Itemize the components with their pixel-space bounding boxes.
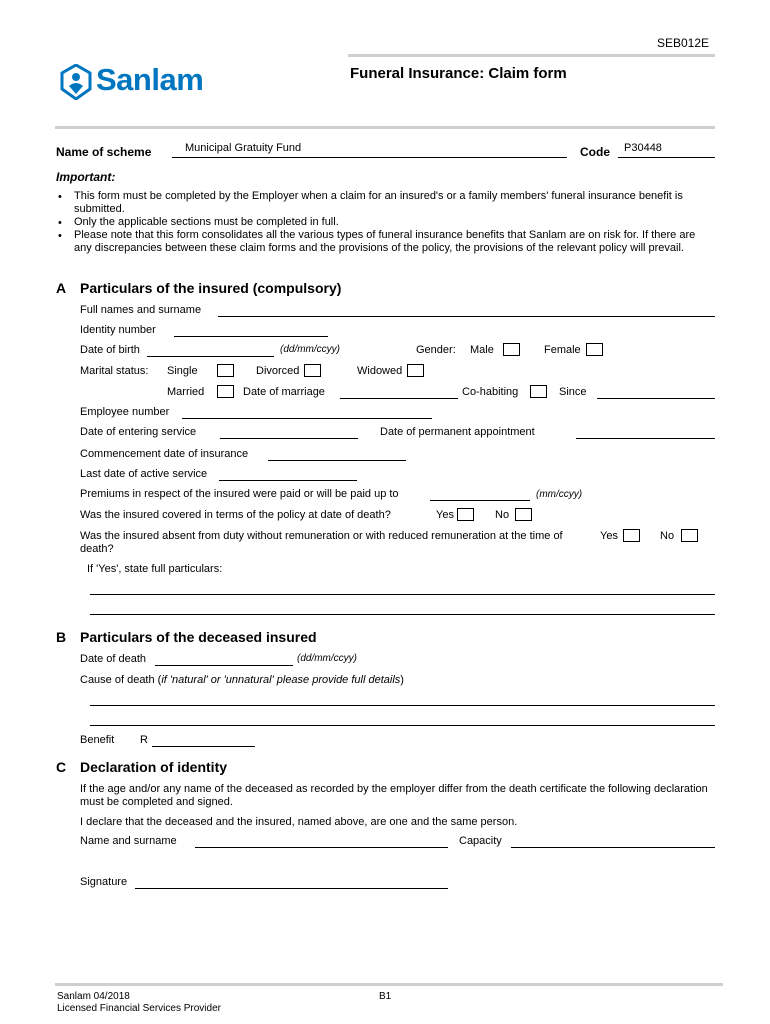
- divorced-label: Divorced: [256, 365, 300, 377]
- last-date-active-label: Last date of active service: [80, 468, 208, 480]
- scheme-line: [172, 157, 567, 158]
- gender-label: Gender:: [416, 344, 456, 356]
- male-checkbox[interactable]: [503, 343, 520, 356]
- capacity-label: Capacity: [459, 835, 502, 847]
- important-bullet-1: This form must be completed by the Employer when a claim for an insured's or a family members' funeral insurance benefit is submitted.: [74, 190, 683, 215]
- widowed-label: Widowed: [357, 365, 403, 377]
- declaration-statement: I declare that the deceased and the insured, named above, are one and the same person.: [80, 816, 518, 828]
- signature-field[interactable]: [135, 888, 448, 889]
- date-entering-service-field[interactable]: [220, 438, 358, 439]
- covered-yes-label: Yes: [436, 509, 454, 521]
- single-checkbox[interactable]: [217, 364, 234, 377]
- married-checkbox[interactable]: [217, 385, 234, 398]
- date-entering-service-label: Date of entering service: [80, 426, 197, 438]
- section-c-title: Declaration of identity: [80, 759, 228, 775]
- dob-field[interactable]: [147, 356, 274, 357]
- footer-line-1: Sanlam 04/2018: [57, 991, 130, 1002]
- female-label: Female: [544, 344, 581, 356]
- page-number: B1: [379, 991, 392, 1002]
- declaration-intro: If the age and/or any name of the deceased as recorded by the employer differ from the death certificate the following declaration must be completed and signed.: [80, 783, 708, 808]
- name-surname-label: Name and surname: [80, 835, 177, 847]
- form-title: Funeral Insurance: Claim form: [350, 65, 567, 82]
- particulars-line-2[interactable]: [90, 614, 715, 615]
- female-checkbox[interactable]: [586, 343, 603, 356]
- important-heading: Important:: [56, 170, 116, 184]
- footer-rule: [55, 983, 723, 986]
- section-a-letter: A: [56, 280, 67, 296]
- bullet-dot: •: [58, 191, 62, 203]
- benefit-field[interactable]: [152, 746, 255, 747]
- title-rule: [55, 126, 715, 129]
- covered-yes-checkbox[interactable]: [457, 508, 474, 521]
- identity-number-field[interactable]: [174, 336, 328, 337]
- section-b-title: Particulars of the deceased insured: [80, 629, 317, 645]
- employee-number-field[interactable]: [182, 418, 432, 419]
- identity-number-label: Identity number: [80, 324, 156, 336]
- absent-no-label: No: [660, 530, 675, 542]
- scheme-label: Name of scheme: [56, 145, 152, 159]
- benefit-currency: R: [140, 734, 148, 746]
- important-bullet-2: Only the applicable sections must be completed in full.: [74, 216, 339, 228]
- cause-of-death-label: Cause of death (if 'natural' or 'unnatural' please provide full details): [80, 674, 404, 686]
- section-b-letter: B: [56, 629, 67, 645]
- cohabiting-label: Co-habiting: [462, 386, 519, 398]
- covered-no-checkbox[interactable]: [515, 508, 532, 521]
- full-names-label: Full names and surname: [80, 304, 202, 316]
- if-yes-label: If 'Yes', state full particulars:: [87, 563, 223, 575]
- dod-hint: (dd/mm/ccyy): [297, 653, 357, 664]
- section-a-title: Particulars of the insured (compulsory): [80, 280, 342, 296]
- male-label: Male: [470, 344, 494, 356]
- code-value[interactable]: P30448: [624, 142, 662, 154]
- date-permanent-appointment-label: Date of permanent appointment: [380, 426, 535, 438]
- benefit-label: Benefit: [80, 734, 115, 746]
- dob-label: Date of birth: [80, 344, 140, 356]
- bullet-dot: •: [58, 230, 62, 242]
- date-of-marriage-label: Date of marriage: [243, 386, 325, 398]
- single-label: Single: [167, 365, 198, 377]
- commencement-date-label: Commencement date of insurance: [80, 448, 249, 460]
- cause-line-2[interactable]: [90, 725, 715, 726]
- full-names-field[interactable]: [218, 316, 715, 317]
- section-c-letter: C: [56, 759, 67, 775]
- employee-number-label: Employee number: [80, 406, 170, 418]
- logo-wordmark: Sanlam: [96, 62, 204, 97]
- bullet-dot: •: [58, 217, 62, 229]
- date-of-death-field[interactable]: [155, 665, 293, 666]
- last-date-active-field[interactable]: [219, 480, 357, 481]
- absent-yes-label: Yes: [600, 530, 618, 542]
- premiums-label: Premiums in respect of the insured were paid or will be paid up to: [80, 488, 399, 500]
- code-line: [618, 157, 715, 158]
- covered-no-label: No: [495, 509, 510, 521]
- dob-hint: (dd/mm/ccyy): [280, 344, 340, 355]
- date-of-marriage-field[interactable]: [340, 398, 458, 399]
- scheme-value[interactable]: Municipal Gratuity Fund: [185, 142, 302, 154]
- absent-yes-checkbox[interactable]: [623, 529, 640, 542]
- footer-line-2: Licensed Financial Services Provider: [57, 1003, 221, 1014]
- sanlam-logo: [60, 62, 240, 102]
- sanlam-shield-icon: [60, 64, 92, 100]
- signature-label: Signature: [80, 876, 128, 888]
- premiums-hint: (mm/ccyy): [536, 489, 583, 500]
- important-bullet-3: Please note that this form consolidates all the various types of funeral insurance benefits that Sanlam are on risk for. If there are any discrepancies between these claim forms and the provisions of the policy, the provisions of the relevant policy will prevail.: [74, 229, 696, 254]
- commencement-date-field[interactable]: [268, 460, 406, 461]
- particulars-line-1[interactable]: [90, 594, 715, 595]
- date-of-death-label: Date of death: [80, 653, 147, 665]
- code-label: Code: [580, 145, 610, 159]
- since-field[interactable]: [597, 398, 715, 399]
- since-label: Since: [559, 386, 587, 398]
- premiums-field[interactable]: [430, 500, 530, 501]
- cohabiting-checkbox[interactable]: [530, 385, 547, 398]
- cause-line-1[interactable]: [90, 705, 715, 706]
- absent-question: Was the insured absent from duty without remuneration or with reduced remuneration at the time of death?: [80, 530, 563, 555]
- married-label: Married: [167, 386, 205, 398]
- widowed-checkbox[interactable]: [407, 364, 424, 377]
- date-permanent-appointment-field[interactable]: [576, 438, 715, 439]
- name-surname-field[interactable]: [195, 847, 448, 848]
- divorced-checkbox[interactable]: [304, 364, 321, 377]
- document-code: SEB012E: [657, 36, 710, 50]
- absent-no-checkbox[interactable]: [681, 529, 698, 542]
- covered-question: Was the insured covered in terms of the policy at date of death?: [80, 509, 391, 521]
- marital-status-label: Marital status:: [80, 365, 149, 377]
- header-rule: [348, 54, 715, 57]
- capacity-field[interactable]: [511, 847, 715, 848]
